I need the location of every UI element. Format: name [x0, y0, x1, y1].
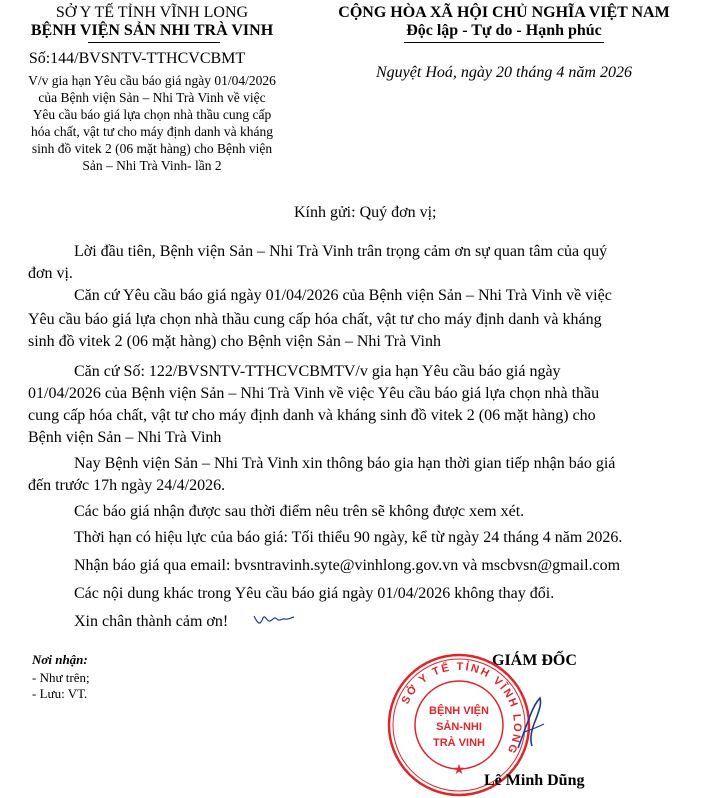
header-org: SỞ Y TẾ TỈNH VĨNH LONG	[55, 4, 249, 21]
salutation: Kính gửi: Quý đơn vị;	[294, 204, 437, 221]
paragraph-line: Nhận báo giá qua email: bvsntravinh.syte@vinhlong.gov.vn và mscbvsn@gmail.com	[74, 557, 621, 574]
header-right-rule	[404, 42, 604, 43]
paragraph-line: Thời hạn có hiệu lực của báo giá: Tối thiểu 90 ngày, kể từ ngày 24 tháng 4 năm 2026.	[74, 529, 623, 546]
signer-title: GIÁM ĐỐC	[492, 652, 577, 669]
paragraph-line: Căn cứ Yêu cầu báo giá ngày 01/04/2026 của Bệnh viện Sản – Nhi Trà Vinh về việc	[74, 287, 612, 304]
signer-name: Lê Minh Dũng	[484, 772, 585, 789]
paragraph-line: Lời đầu tiên, Bệnh viện Sản – Nhi Trà Vinh trân trọng cảm ơn sự quan tâm của quý	[74, 243, 608, 260]
paragraph-line: Các báo giá nhận được sau thời điểm nêu trên sẽ không được xem xét.	[74, 503, 525, 520]
subject-line: V/v gia hạn Yêu cầu báo giá ngày 01/04/2026	[28, 73, 276, 88]
paragraph-line: đến trước 17h ngày 24/4/2026.	[28, 477, 226, 494]
paragraph-line: Yêu cầu báo giá lựa chọn nhà thầu cung cấp hóa chất, vật tư cho máy định danh và kháng	[28, 311, 602, 328]
paragraph-line: 01/04/2026 của Bệnh viện Sản – Nhi Trà Vinh về việc Yêu cầu báo giá lựa chọn nhà thầu	[28, 385, 600, 402]
subject-line: của Bệnh viện Sản – Nhi Trà Vinh về việc	[38, 90, 266, 105]
header-left-rule	[88, 42, 220, 43]
subject-line: Yêu cầu báo giá lựa chọn nhà thầu cung cấp	[32, 107, 272, 122]
place-date: Nguyệt Hoá, ngày 20 tháng 4 năm 2026	[376, 64, 632, 81]
subject-block	[0, 72, 304, 174]
paragraph-line: cung cấp hóa chất, vật tư cho máy định danh và kháng sinh đồ vitek 2 (06 mặt hàng) cho	[28, 407, 596, 424]
header-unit: BỆNH VIỆN SẢN NHI TRÀ VINH	[30, 22, 274, 39]
paragraph-line: Các nội dung khác trong Yêu cầu báo giá ngày 01/04/2026 không thay đổi.	[74, 585, 555, 602]
recipients-title: Nơi nhận:	[32, 652, 88, 667]
subject-line: hóa chất, vật tư cho máy định danh và kháng	[31, 124, 273, 139]
svg-text:★: ★	[452, 761, 466, 777]
paragraph-line: Nay Bệnh viện Sản – Nhi Trà Vinh xin thông báo gia hạn thời gian tiếp nhận báo giá	[74, 455, 616, 472]
paragraph-line: Căn cứ Số: 122/BVSNTV-TTHCVCBMTV/v gia hạn Yêu cầu báo giá ngày	[74, 363, 561, 380]
recipient-item: - Lưu: VT.	[32, 686, 88, 701]
initials-mark	[252, 610, 298, 632]
recipient-item: - Như trên;	[32, 670, 90, 685]
paragraph-line: đơn vị.	[28, 265, 73, 282]
country-name: CỘNG HÒA XÃ HỘI CHỦ NGHĨA VIỆT NAM	[338, 4, 670, 21]
paragraph-line: Xin chân thành cảm ơn!	[74, 613, 229, 630]
handwritten-signature	[500, 688, 560, 758]
motto: Độc lập - Tự do - Hạnh phúc	[406, 22, 602, 39]
paragraph-line: sinh đồ vitek 2 (06 mặt hàng) cho Bệnh viện Sản – Nhi Trà Vinh	[28, 333, 441, 350]
subject-line: sinh đồ vitek 2 (06 mặt hàng) cho Bệnh viện	[31, 141, 273, 156]
svg-text:TRÀ VINH: TRÀ VINH	[433, 737, 485, 749]
doc-number: Số:144/BVSNTV-TTHCVCBMT	[28, 50, 246, 67]
svg-text:SỞ Y TẾ TỈNH VĨNH LONG: SỞ Y TẾ TỈNH VĨNH LONG	[399, 660, 524, 757]
subject-line: Sản – Nhi Trà Vinh- lần 2	[82, 158, 222, 173]
paragraph-line: Bệnh viện Sản – Nhi Trà Vinh	[28, 429, 222, 446]
svg-text:BỆNH VIỆN: BỆNH VIỆN	[429, 705, 489, 717]
svg-text:SẢN-NHI: SẢN-NHI	[436, 721, 482, 733]
